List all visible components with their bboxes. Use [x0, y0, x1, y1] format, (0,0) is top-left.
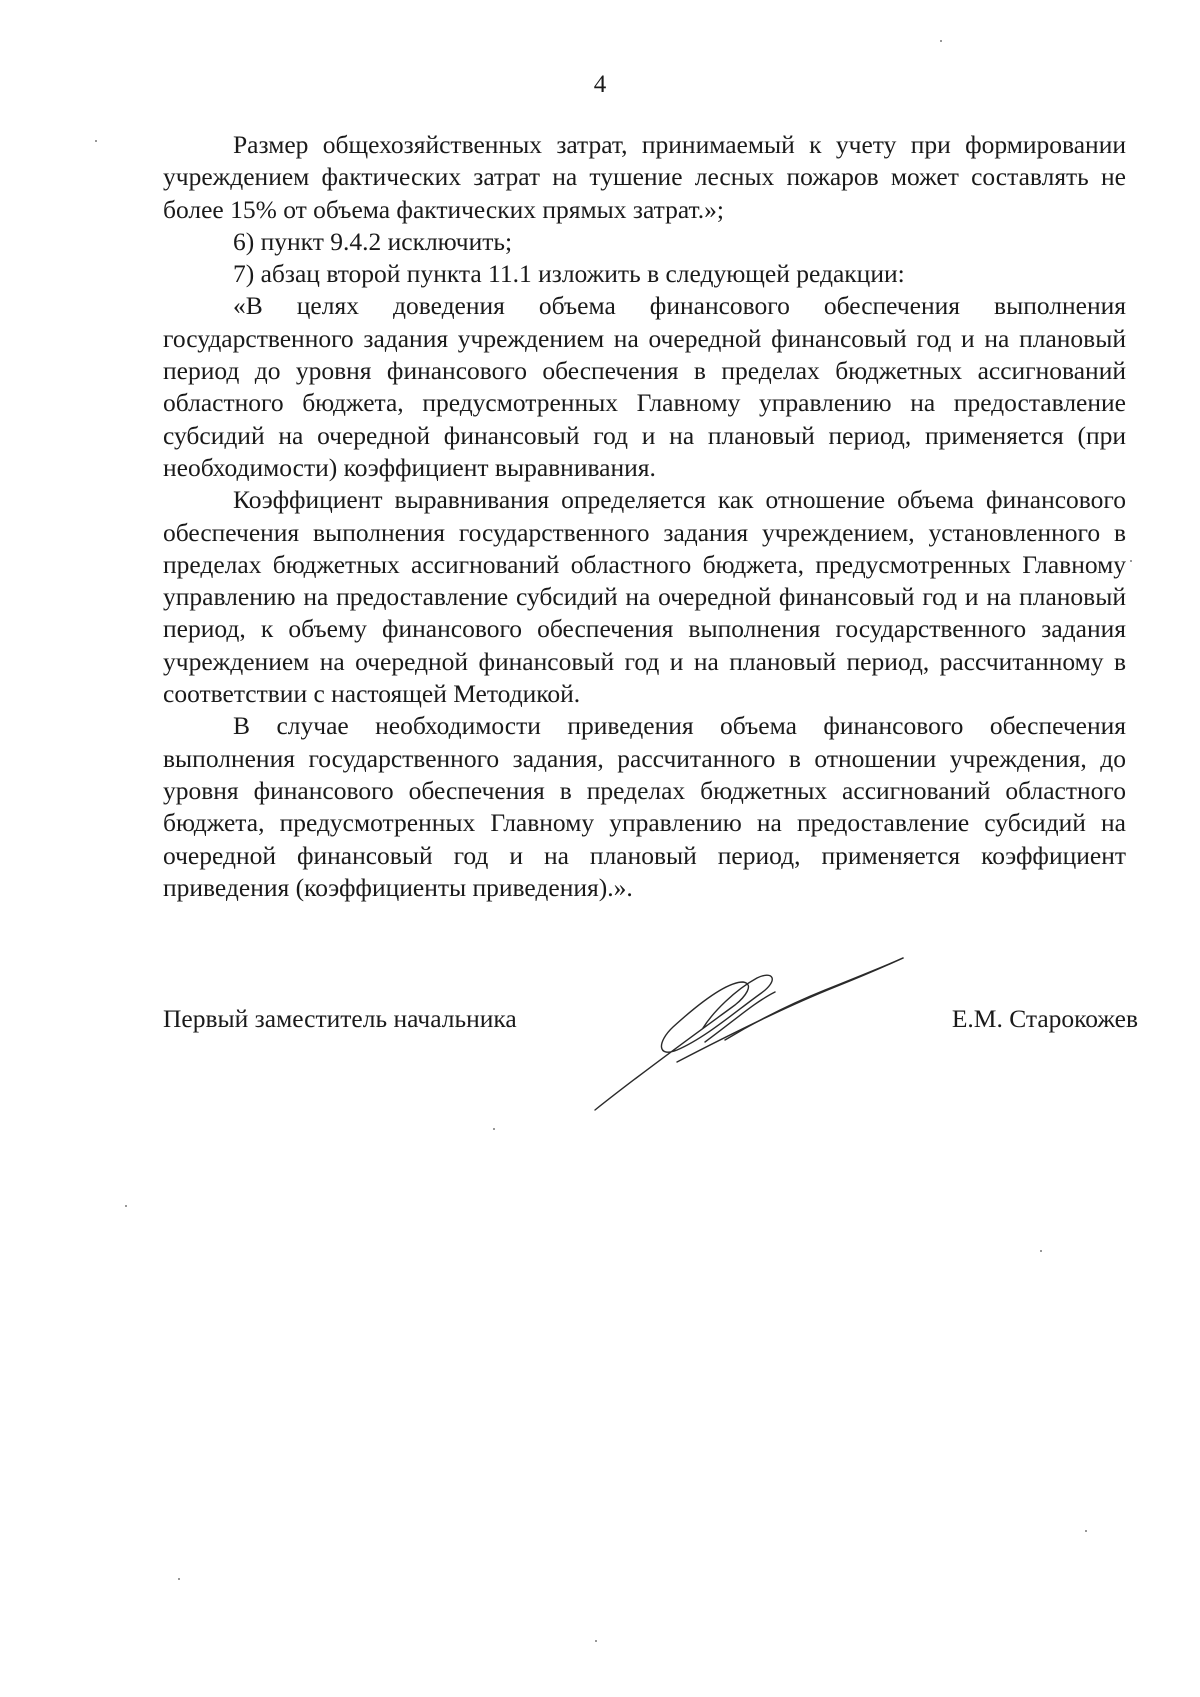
document-body	[163, 129, 1126, 904]
paragraph-item-6: 6) пункт 9.4.2 исключить;	[233, 226, 513, 256]
scan-speck	[95, 140, 97, 142]
scan-speck	[178, 1578, 180, 1580]
paragraph-item-7: 7) абзац второй пункта 11.1 изложить в следующей редакции:	[233, 259, 905, 289]
paragraph-alignment-purpose: «В целях доведения объема финансового обеспечения выполнения государственного задания учреждением на очередной финансовый год и на плановый период до уровня финансового обеспечения в пределах бюджетных ассигнований областного бюджета, предусмотренных Главному управлению на предоставление субсидий на очередной финансовый год и на плановый период, применяется (при необходимости) коэффициент выравнивания.	[163, 291, 1126, 482]
scan-speck	[493, 1128, 495, 1130]
paragraph-reduction-coefficient: В случае необходимости приведения объема финансового обеспечения выполнения государственного задания, рассчитанного в отношении учреждения, до уровня финансового обеспечения в пределах бюджетных ассигнований областного бюджета, предусмотренных Главному управлению на предоставление субсидий на очередной финансовый год и на плановый период, применяется коэффициент приведения (коэффициенты приведения).».	[163, 711, 1126, 902]
scan-speck	[125, 1205, 127, 1207]
scan-speck	[1085, 1530, 1087, 1532]
scan-speck	[1130, 560, 1132, 562]
paragraph-alignment-coefficient: Коэффициент выравнивания определяется как отношение объема финансового обеспечения выполнения государственного задания учреждением, установленного в пределах бюджетных ассигнований областного бюджета, предусмотренных Главному управлению на предоставление субсидий на очередной финансовый год и на плановый период, к объему финансового обеспечения выполнения государственного задания учреждением на очередной финансовый год и на плановый период, рассчитанному в соответствии с настоящей Методикой.	[163, 485, 1126, 709]
signatory-name: Е.М. Старокожев	[951, 1004, 1138, 1033]
page-number: 4	[593, 71, 607, 98]
signature-block	[163, 1003, 1138, 1043]
paragraph-overhead-costs: Размер общехозяйственных затрат, принимаемый к учету при формировании учреждением фактических затрат на тушение лесных пожаров может составлять не более 15% от объема фактических прямых затрат.»;	[163, 130, 1126, 224]
signatory-position: Первый заместитель начальника	[163, 1004, 517, 1033]
scan-speck	[1040, 1250, 1042, 1252]
scan-speck	[940, 40, 942, 42]
scan-speck	[595, 1640, 597, 1642]
